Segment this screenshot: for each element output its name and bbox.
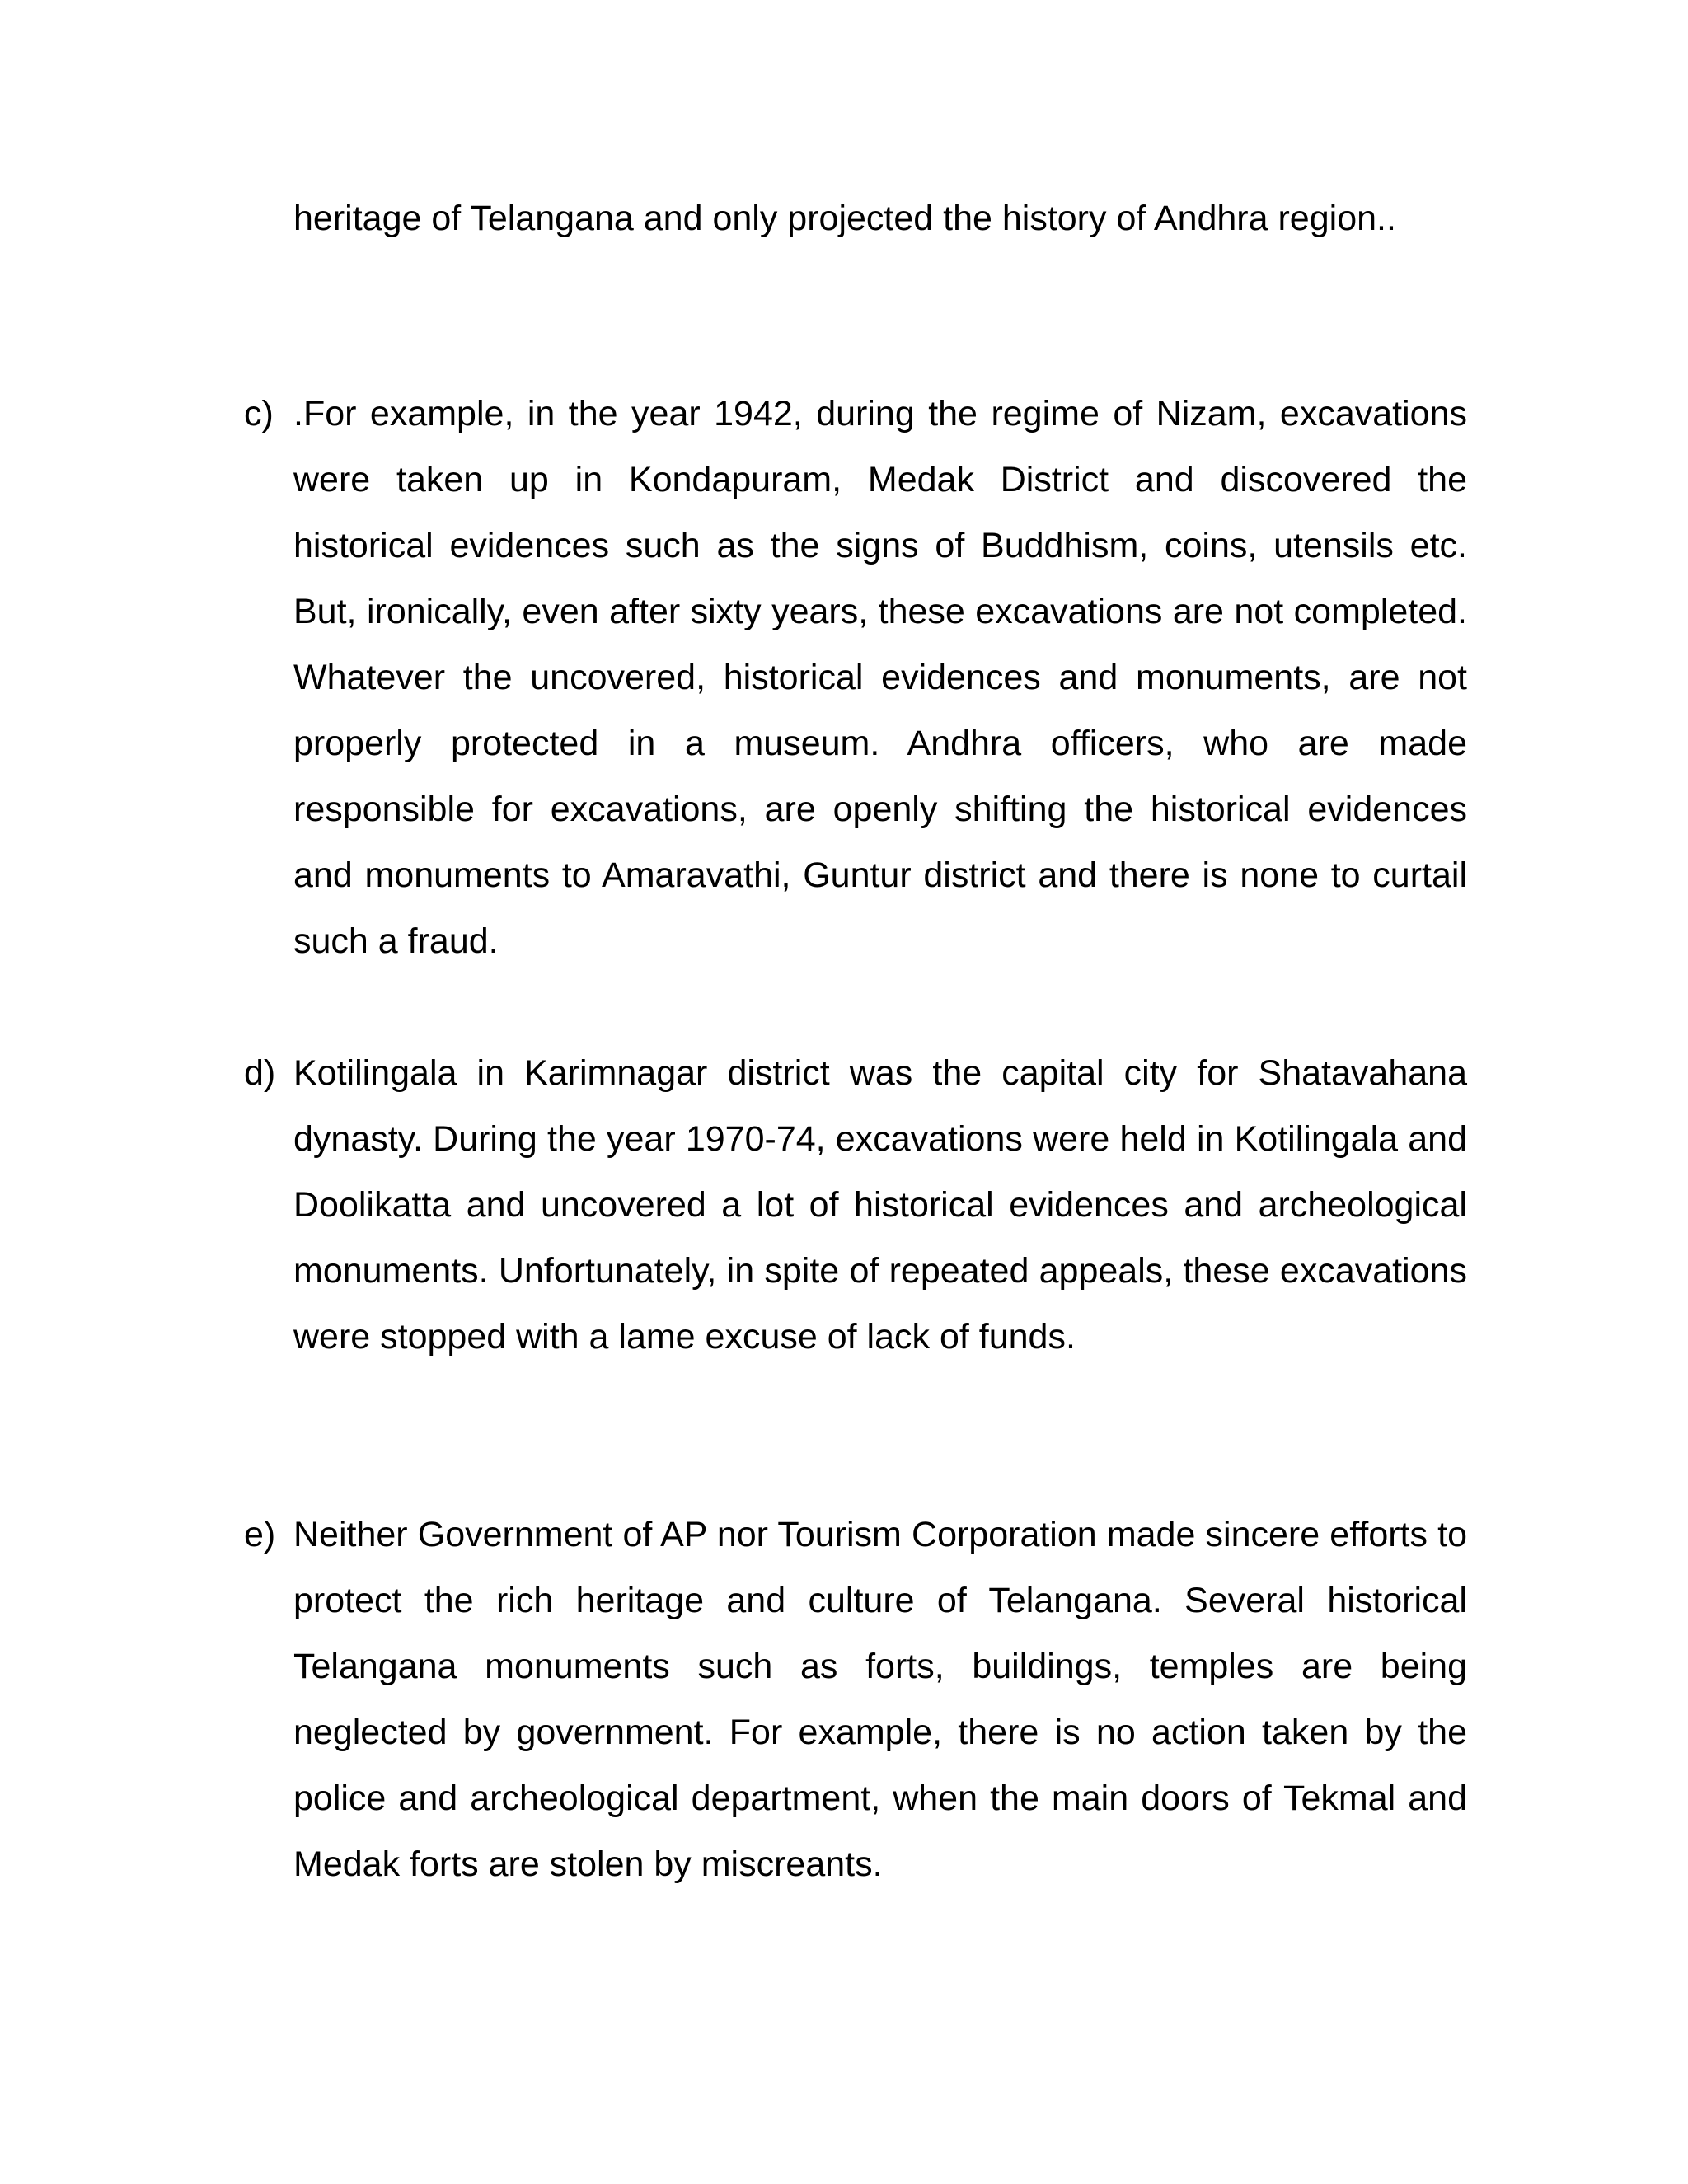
list-marker: c) bbox=[244, 394, 274, 434]
list-item-c bbox=[244, 381, 1467, 974]
list-item-d bbox=[244, 1040, 1467, 1370]
paragraph-text: Kotilingala in Karimnagar district was the capital city for Shatavahana dynasty. During the year 1970-74, excavations were held in Kotilingala and Doolikatta and uncovered a lot of historical evidences and archeological monuments. Unfortunately, in spite of repeated appeals, these excavations were stopped with a lame excuse of lack of funds. bbox=[293, 1053, 1467, 1357]
list-marker: d) bbox=[244, 1053, 276, 1093]
paragraph-text: heritage of Telangana and only projected the history of Andhra region.. bbox=[293, 199, 1396, 238]
list-item-e bbox=[244, 1502, 1467, 1897]
continuation-paragraph bbox=[293, 185, 1467, 251]
list-marker: e) bbox=[244, 1515, 276, 1554]
paragraph-text: Neither Government of AP nor Tourism Corporation made sincere efforts to protect the rich heritage and culture of Telangana. Several historical Telangana monuments such as forts, buildings, temples are being neglected by government. For example, there is no action taken by the police and archeological department, when the main doors of Tekmal and Medak forts are stolen by miscreants. bbox=[293, 1515, 1467, 1884]
paragraph-text: .For example, in the year 1942, during the regime of Nizam, excavations were taken up in Kondapuram, Medak District and discovered the historical evidences such as the signs of Buddhism, coins, utensils etc. But, ironically, even after sixty years, these excavations are not completed. Whatever the uncovered, historical evidences and monuments, are not properly protected in a museum. Andhra officers, who are made responsible for excavations, are openly shifting the historical evidences and monuments to Amaravathi, Guntur district and there is none to curtail such a fraud. bbox=[293, 394, 1467, 961]
